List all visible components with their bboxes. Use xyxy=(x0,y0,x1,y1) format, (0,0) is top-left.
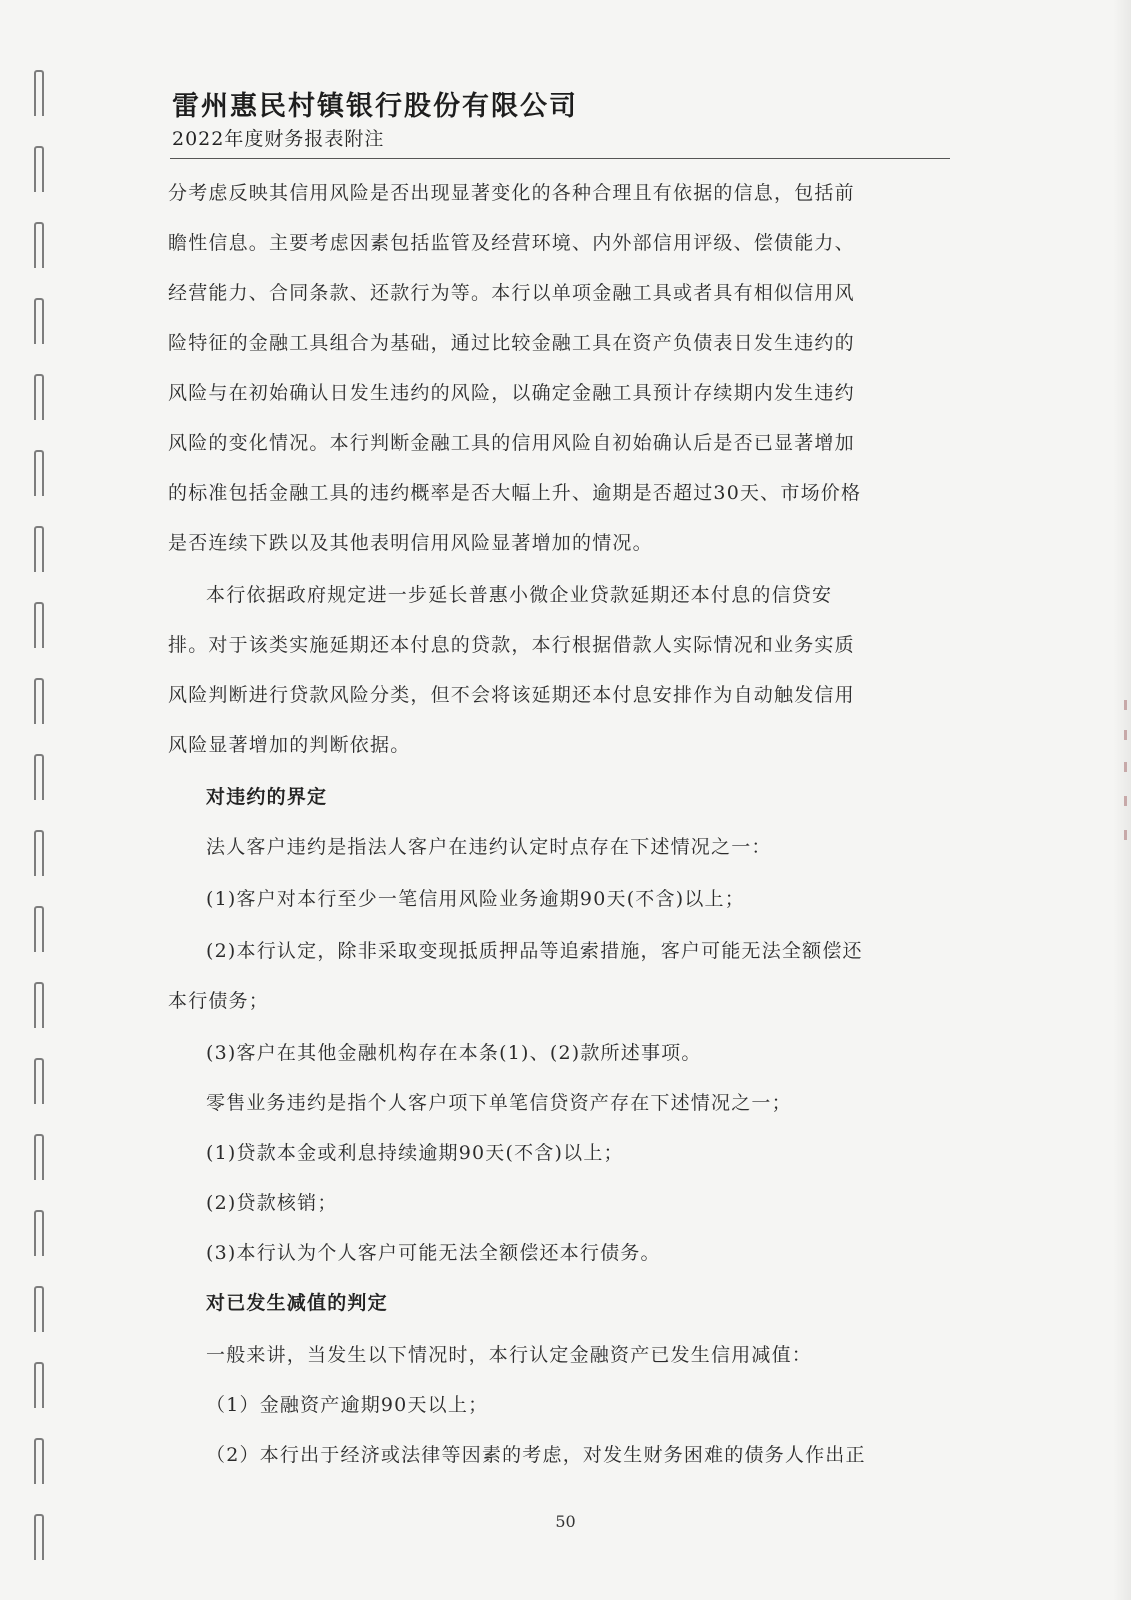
paragraph-line: 是否连续下跌以及其他表明信用风险显著增加的情况。 xyxy=(168,532,653,554)
edge-mark xyxy=(1124,762,1127,772)
paragraph-line: 经营能力、合同条款、还款行为等。本行以单项金融工具或者具有相似信用风 xyxy=(168,282,855,304)
list-item: (3)客户在其他金融机构存在本条(1)、(2)款所述事项。 xyxy=(206,1042,702,1064)
paragraph-line: 风险与在初始确认日发生违约的风险，以确定金融工具预计存续期内发生违约 xyxy=(168,382,855,404)
binder-hole-icon xyxy=(34,1438,44,1484)
list-item-continuation: 本行债务； xyxy=(168,990,270,1012)
binder-hole-icon xyxy=(34,602,44,648)
page-number: 50 xyxy=(555,1512,576,1531)
paragraph-line: 瞻性信息。主要考虑因素包括监管及经营环境、内外部信用评级、偿债能力、 xyxy=(168,232,855,254)
edge-mark xyxy=(1124,700,1127,710)
binder-hole-icon xyxy=(34,526,44,572)
paragraph-line: 本行依据政府规定进一步延长普惠小微企业贷款延期还本付息的信贷安 xyxy=(206,584,833,606)
binder-hole-icon xyxy=(34,1362,44,1408)
list-item: (1)贷款本金或利息持续逾期90天(不含)以上； xyxy=(206,1142,624,1164)
binder-holes xyxy=(28,0,58,1600)
binder-hole-icon xyxy=(34,146,44,192)
paragraph-line: 零售业务违约是指个人客户项下单笔信贷资产存在下述情况之一； xyxy=(206,1092,792,1114)
binder-hole-icon xyxy=(34,1134,44,1180)
binder-hole-icon xyxy=(34,1210,44,1256)
binder-hole-icon xyxy=(34,298,44,344)
binder-hole-icon xyxy=(34,906,44,952)
header-divider xyxy=(170,158,950,159)
list-item: (2)本行认定，除非采取变现抵质押品等追索措施，客户可能无法全额偿还 xyxy=(206,940,863,962)
paragraph-line: 法人客户违约是指法人客户在违约认定时点存在下述情况之一： xyxy=(206,836,772,858)
binder-hole-icon xyxy=(34,982,44,1028)
list-item: (1)客户对本行至少一笔信用风险业务逾期90天(不含)以上； xyxy=(206,888,745,910)
section-heading-impairment: 对已发生减值的判定 xyxy=(206,1292,388,1314)
paragraph-line: 的标准包括金融工具的违约概率是否大幅上升、逾期是否超过30天、市场价格 xyxy=(168,482,862,504)
paragraph-line: 风险的变化情况。本行判断金融工具的信用风险自初始确认后是否已显著增加 xyxy=(168,432,855,454)
report-title: 2022年度财务报表附注 xyxy=(172,128,385,150)
company-name: 雷州惠民村镇银行股份有限公司 xyxy=(172,91,578,122)
paragraph-line: 风险显著增加的判断依据。 xyxy=(168,734,411,756)
edge-mark xyxy=(1124,730,1127,740)
paragraph-line: 一般来讲，当发生以下情况时，本行认定金融资产已发生信用减值： xyxy=(206,1344,813,1366)
paragraph-line: 险特征的金融工具组合为基础，通过比较金融工具在资产负债表日发生违约的 xyxy=(168,332,855,354)
list-item: （2）本行出于经济或法律等因素的考虑，对发生财务困难的债务人作出正 xyxy=(206,1444,866,1466)
binder-hole-icon xyxy=(34,450,44,496)
list-item: （1）金融资产逾期90天以上； xyxy=(206,1394,489,1416)
page-edge-shadow xyxy=(1113,0,1131,1600)
paragraph-line: 分考虑反映其信用风险是否出现显著变化的各种合理且有依据的信息，包括前 xyxy=(168,182,855,204)
edge-mark xyxy=(1124,796,1127,806)
binder-hole-icon xyxy=(34,754,44,800)
list-item: (2)贷款核销； xyxy=(206,1192,338,1214)
binder-hole-icon xyxy=(34,830,44,876)
binder-hole-icon xyxy=(34,1286,44,1332)
binder-hole-icon xyxy=(34,222,44,268)
binder-hole-icon xyxy=(34,374,44,420)
section-heading-default: 对违约的界定 xyxy=(206,786,328,808)
binder-hole-icon xyxy=(34,678,44,724)
paragraph-line: 风险判断进行贷款风险分类，但不会将该延期还本付息安排作为自动触发信用 xyxy=(168,684,855,706)
paragraph-line: 排。对于该类实施延期还本付息的贷款，本行根据借款人实际情况和业务实质 xyxy=(168,634,855,656)
edge-mark xyxy=(1124,830,1127,840)
list-item: (3)本行认为个人客户可能无法全额偿还本行债务。 xyxy=(206,1242,661,1264)
binder-hole-icon xyxy=(34,70,44,116)
edge-marks xyxy=(1123,700,1127,850)
binder-hole-icon xyxy=(34,1058,44,1104)
